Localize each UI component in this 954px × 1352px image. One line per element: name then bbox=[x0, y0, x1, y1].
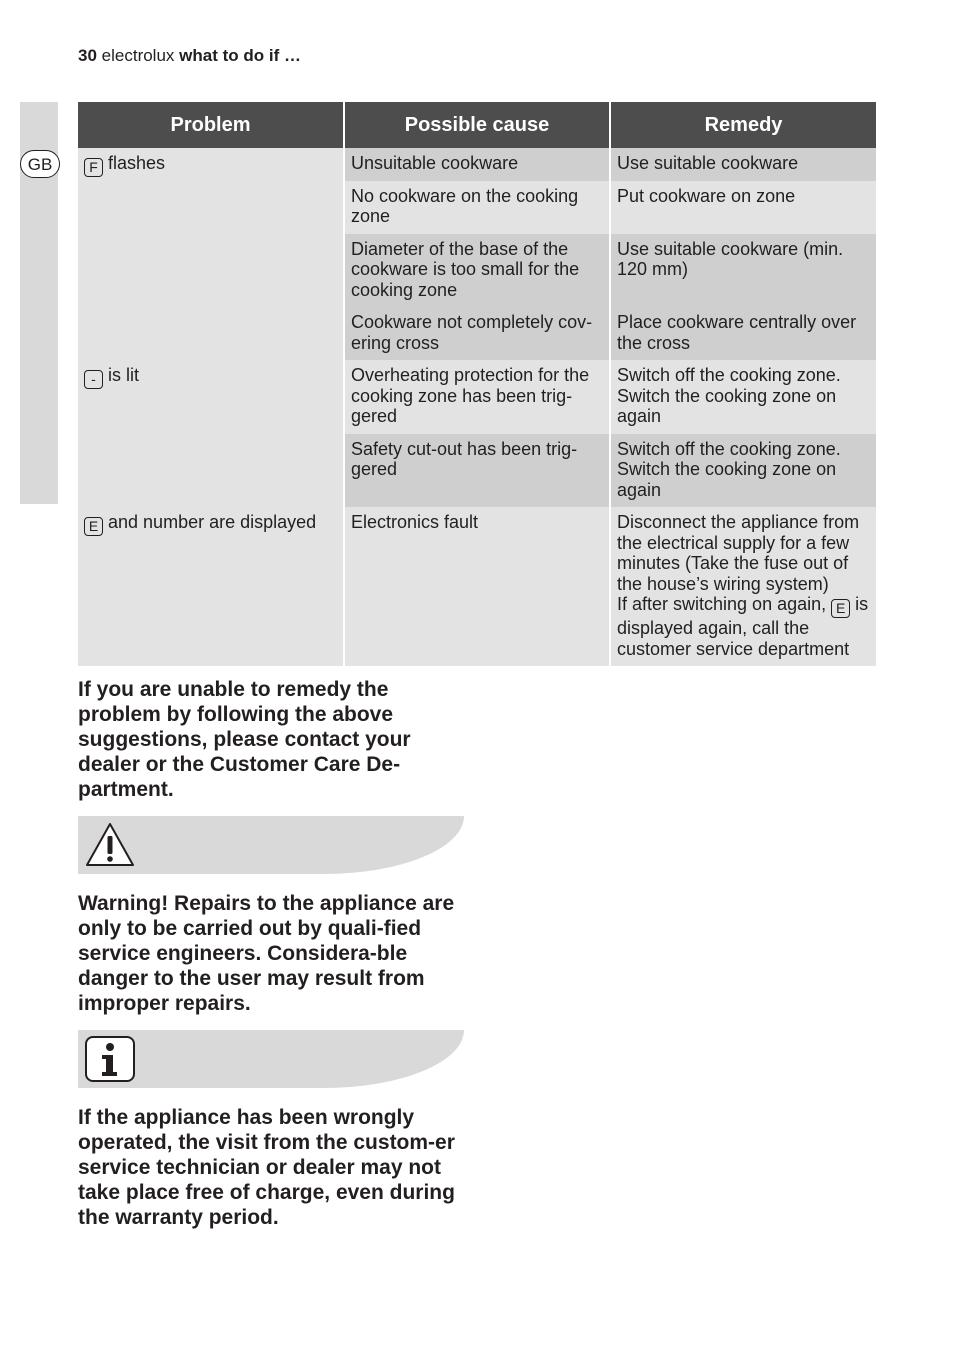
language-badge: GB bbox=[20, 150, 60, 178]
remedy-text: Disconnect the appliance from the electrical supply for a few minutes (Take the fuse out of the house’s wiring system) bbox=[617, 512, 860, 594]
column-header-cause: Possible cause bbox=[344, 102, 610, 148]
problem-cell bbox=[78, 507, 344, 666]
problem-cell bbox=[78, 148, 344, 360]
remedy-cell: Place cookware centrally over the cross bbox=[610, 307, 876, 360]
display-symbol-f: F bbox=[84, 158, 103, 177]
page-header bbox=[78, 46, 301, 66]
remedy-cell: Put cookware on zone bbox=[610, 181, 876, 234]
troubleshooting-table bbox=[78, 102, 876, 666]
section-title: what to do if … bbox=[179, 46, 301, 65]
cause-cell: Unsuitable cookware bbox=[344, 148, 610, 181]
page-number: 30 bbox=[78, 46, 97, 65]
display-symbol-e: E bbox=[84, 517, 103, 536]
cause-cell: Cookware not completely cov-ering cross bbox=[344, 307, 610, 360]
remedy-cell: Switch off the cooking zone. Switch the cooking zone on again bbox=[610, 434, 876, 508]
problem-text: and number are displayed bbox=[108, 512, 317, 532]
problem-text: is lit bbox=[108, 365, 140, 385]
info-text: If the appliance has been wrongly operated, the visit from the custom-er service technician or dealer may not take place free of charge, even during the warranty period. bbox=[78, 1106, 455, 1229]
remedy-text: is displayed again, call the customer service department bbox=[617, 594, 869, 659]
remedy-cell bbox=[610, 507, 876, 666]
display-symbol-e: E bbox=[831, 599, 850, 618]
column-header-remedy: Remedy bbox=[610, 102, 876, 148]
display-symbol-dash: - bbox=[84, 370, 103, 389]
remedy-text: If after switching on again, bbox=[617, 594, 827, 614]
remedy-cell: Switch off the cooking zone. Switch the cooking zone on again bbox=[610, 360, 876, 434]
cause-cell: Overheating protection for the cooking zone has been trig-gered bbox=[344, 360, 610, 434]
column-header-problem: Problem bbox=[78, 102, 344, 148]
warning-triangle-icon bbox=[84, 821, 136, 869]
info-banner bbox=[78, 1030, 464, 1088]
remedy-cell: Use suitable cookware bbox=[610, 148, 876, 181]
info-icon bbox=[84, 1035, 136, 1083]
warning-banner bbox=[78, 816, 464, 874]
contact-note: If you are unable to remedy the problem by following the above suggestions, please contact your dealer or the Customer Care De-partment. bbox=[78, 678, 411, 801]
problem-text: flashes bbox=[108, 153, 166, 173]
warning-text: Warning! Repairs to the appliance are only to be carried out by quali-fied service engineers. Considera-ble danger to the user may result from improper repairs. bbox=[78, 892, 455, 1015]
cause-cell: No cookware on the cooking zone bbox=[344, 181, 610, 234]
brand-name: electrolux bbox=[101, 46, 175, 65]
table-row bbox=[78, 148, 876, 181]
problem-cell bbox=[78, 360, 344, 507]
cause-cell: Electronics fault bbox=[344, 507, 610, 666]
remedy-cell: Use suitable cookware (min. 120 mm) bbox=[610, 234, 876, 308]
table-header-row bbox=[78, 102, 876, 148]
cause-cell: Diameter of the base of the cookware is too small for the cooking zone bbox=[344, 234, 610, 308]
table-row bbox=[78, 360, 876, 434]
cause-cell: Safety cut-out has been trig-gered bbox=[344, 434, 610, 508]
table-row bbox=[78, 507, 876, 666]
